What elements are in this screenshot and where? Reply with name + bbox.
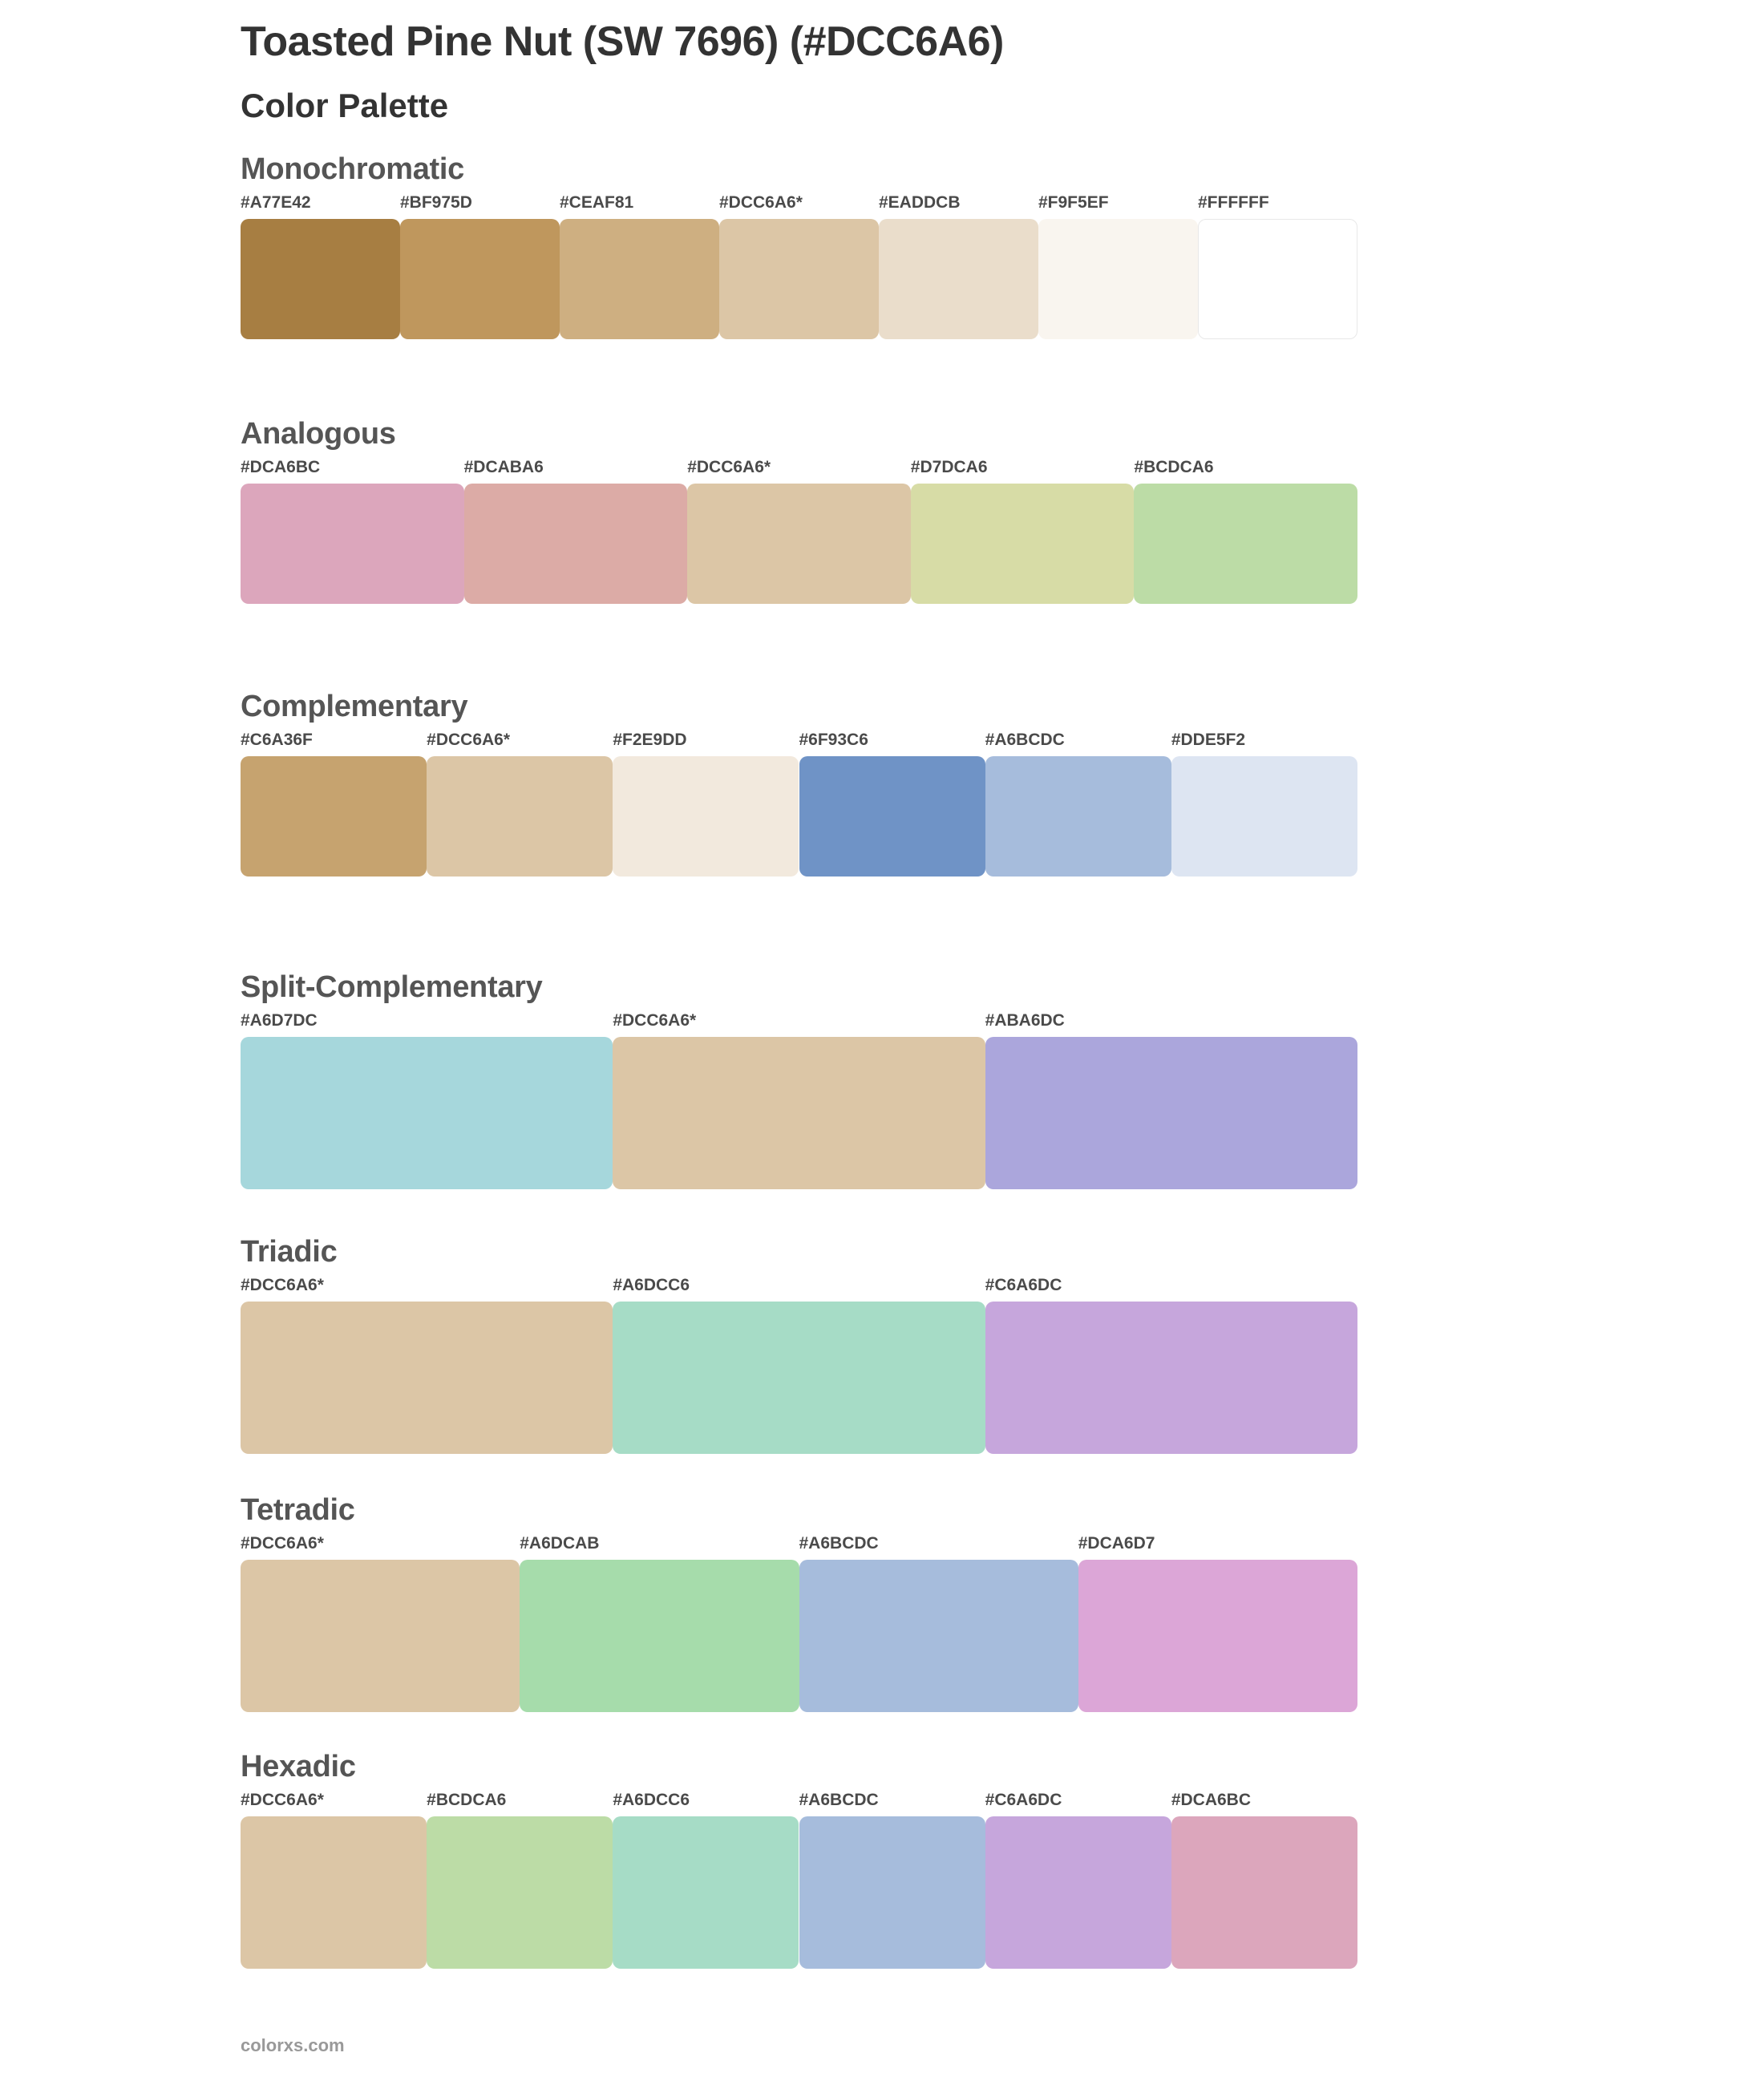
palette-section [241,1750,1363,1977]
color-swatch[interactable] [241,219,400,339]
swatch-row [241,458,1357,612]
swatch-hex-label: #DCA6D7 [1078,1534,1155,1553]
color-swatch[interactable] [1171,1816,1357,1969]
swatch-hex-label: #A6D7DC [241,1011,318,1030]
palette-section [241,1235,1363,1462]
color-swatch[interactable] [799,756,985,877]
swatch-hex-label: #DCC6A6* [241,1534,324,1553]
color-swatch[interactable] [985,1037,1357,1189]
swatch-hex-label: #DCC6A6* [613,1011,697,1030]
palette-section [241,152,1363,347]
palette-section [241,690,1363,885]
color-swatch[interactable] [560,219,719,339]
color-swatch[interactable] [799,1816,985,1969]
swatch-hex-label: #6F93C6 [799,731,868,749]
palette-section [241,417,1363,612]
color-swatch[interactable] [241,1816,427,1969]
swatch-hex-label: #DCC6A6* [241,1276,324,1294]
swatch-hex-label: #C6A6DC [985,1276,1062,1294]
color-swatch[interactable] [241,484,464,604]
swatch-row [241,1011,1357,1197]
color-swatch[interactable] [911,484,1135,604]
section-title: Hexadic [241,1750,356,1783]
color-swatch[interactable] [1171,756,1357,877]
swatch-hex-label: #DCC6A6* [719,193,803,212]
section-title: Monochromatic [241,152,465,186]
color-swatch[interactable] [799,1560,1078,1712]
swatch-hex-label: #DCC6A6* [427,731,511,749]
swatch-hex-label: #F2E9DD [613,731,687,749]
swatch-hex-label: #DCA6BC [1171,1791,1252,1809]
section-title: Triadic [241,1235,338,1269]
swatch-hex-label: #EADDCB [879,193,961,212]
swatch-hex-label: #C6A36F [241,731,313,749]
swatch-hex-label: #FFFFFF [1198,193,1269,212]
section-title: Analogous [241,417,396,451]
swatch-hex-label: #A6BCDC [799,1791,879,1809]
color-swatch[interactable] [241,1560,520,1712]
color-swatch[interactable] [613,1302,985,1454]
swatch-row [241,731,1357,885]
swatch-row [241,1534,1357,1720]
swatch-hex-label: #ABA6DC [985,1011,1065,1030]
swatch-hex-label: #C6A6DC [985,1791,1062,1809]
color-swatch[interactable] [613,756,799,877]
color-swatch[interactable] [1038,219,1198,339]
palette-section [241,1493,1363,1720]
color-swatch[interactable] [687,484,911,604]
color-swatch[interactable] [241,1037,613,1189]
swatch-hex-label: #A6DCAB [520,1534,600,1553]
swatch-hex-label: #DCC6A6* [687,458,771,476]
swatch-hex-label: #DCA6BC [241,458,321,476]
swatch-hex-label: #BF975D [400,193,472,212]
color-swatch[interactable] [400,219,560,339]
page-subtitle: Color Palette [241,87,449,124]
swatch-hex-label: #DDE5F2 [1171,731,1246,749]
swatch-hex-label: #D7DCA6 [910,458,988,476]
section-title: Tetradic [241,1493,355,1527]
color-swatch[interactable] [613,1037,985,1189]
color-swatch[interactable] [879,219,1038,339]
section-title: Complementary [241,690,468,723]
swatch-hex-label: #BCDCA6 [427,1791,507,1809]
color-swatch[interactable] [427,1816,613,1969]
swatch-hex-label: #CEAF81 [560,193,634,212]
color-swatch[interactable] [427,756,613,877]
color-swatch[interactable] [241,756,427,877]
swatch-row [241,193,1357,347]
section-title: Split-Complementary [241,970,543,1004]
color-swatch[interactable] [241,1302,613,1454]
palette-section [241,970,1363,1197]
swatch-hex-label: #A6DCC6 [613,1791,690,1809]
color-swatch[interactable] [719,219,879,339]
color-swatch[interactable] [985,756,1171,877]
swatch-hex-label: #DCC6A6* [241,1791,324,1809]
swatch-hex-label: #A6DCC6 [613,1276,690,1294]
color-swatch[interactable] [464,484,688,604]
swatch-hex-label: #A6BCDC [985,731,1065,749]
swatch-hex-label: #DCABA6 [463,458,544,476]
color-swatch[interactable] [1134,484,1357,604]
swatch-hex-label: #A6BCDC [799,1534,879,1553]
color-swatch[interactable] [985,1302,1357,1454]
color-swatch[interactable] [613,1816,799,1969]
color-swatch[interactable] [985,1816,1171,1969]
page-title: Toasted Pine Nut (SW 7696) (#DCC6A6) [241,18,1004,65]
swatch-hex-label: #F9F5EF [1038,193,1109,212]
swatch-hex-label: #BCDCA6 [1134,458,1214,476]
swatch-row [241,1791,1357,1977]
swatch-hex-label: #A77E42 [241,193,311,212]
swatch-row [241,1276,1357,1462]
site-footer: colorxs.com [241,2035,345,2055]
color-swatch[interactable] [1198,219,1357,339]
color-swatch[interactable] [520,1560,799,1712]
color-swatch[interactable] [1078,1560,1357,1712]
